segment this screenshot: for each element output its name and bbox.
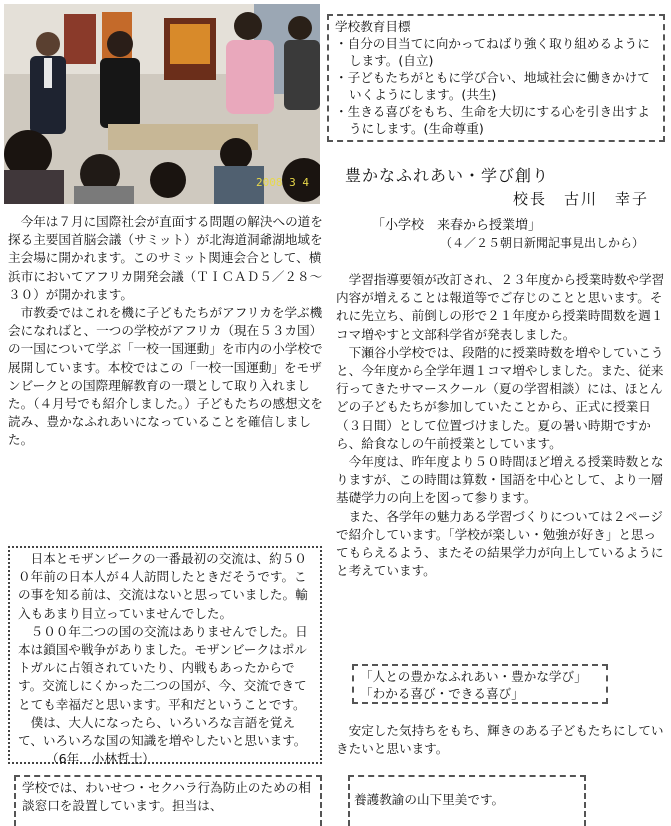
classroom-photo [4, 4, 320, 204]
closing-paragraph: 安定した気持ちをもち、輝きのある子どもたちにしていきたいと思います。 [336, 723, 664, 757]
photo-date-stamp: 2008 3 4 [256, 176, 309, 189]
right-paragraph: 学習指導要領が改訂され、２３年度から授業時数や学習内容が増えることは報道等でご存じのことと思います。それに先立ち、前倒しの形で２１年度から授業時間数を週１コマ増やすと文部科学省が発表しました。 [336, 272, 665, 342]
left-paragraph: 市教委ではこれを機に子どもたちがアフリカを学ぶ機会になればと、一つの学校がアフリカ（現在５３カ国）の一国について学ぶ「一校一国運動」を市内の小学校で展開しています。本校ではこの「一校一国運動」をモザンビークとの国際理解教育の一環として取り入れました。（４月号でも紹介しました。）子どもたちの感想文を読み、豊かなふれあいになっていることを確信しました。 [8, 305, 323, 448]
notice-text-right: 養護教諭の山下里美です。 [354, 792, 505, 807]
motto-line: 「人との豊かなふれあい・豊かな学び」 [360, 669, 587, 684]
article-quote-source: （４／２５朝日新聞記事見出しから） [440, 236, 645, 250]
right-paragraph: 今年度は、昨年度より５０時間ほど増える授業時数となりますが、この時間は算数・国語を中心として、より一層基礎学力の向上を図って参ります。 [336, 454, 664, 506]
closing-text [336, 722, 666, 758]
right-paragraph: 下瀬谷小学校では、段階的に授業時数を増やしていこうと、今年度から全学年週１コマ増やしました。また、従来行ってきたサマースクール（夏の学習相談）には、ほとんどの子どもたちが参加していたことから、正式に授業日（３日間）として位置づけました。夏の暑い時期ですから、給食なしの午前授業としています。 [336, 344, 664, 451]
school-goal-item: ・生きる喜びをもち、生命を大切にする心を引き出すようにします。(生命尊重) [335, 104, 650, 136]
left-paragraph: 今年は７月に国際社会が直面する問題の解決への道を探る主要国首脳会議（サミット）が北海道洞爺湖地域を主会場に開かれます。このサミット関連会合として、横浜市においてアフリカ開発会議（ＴＩＣＡＤ５／２８～３０）が開かれます。 [8, 214, 323, 302]
notice-box-left [14, 775, 322, 826]
motto-box [352, 664, 608, 704]
left-column-text [8, 213, 324, 450]
essay-signature: （6年 小林哲士） [46, 751, 155, 767]
motto-line: 「わかる喜び・できる喜び」 [360, 686, 524, 701]
school-goals-title: 学校教育目標 [335, 19, 411, 34]
essay-paragraph [18, 714, 316, 769]
essay-paragraph: 日本とモザンビークの一番最初の交流は、約５００年前の日本人が４人訪問したときだそうです。この事を知る前は、交流はないと思っていました。輸入もあまり目立っていませんでした。 [18, 551, 308, 621]
essay-paragraph-text: 僕は、大人になったら、いろいろな言語を覚えて、いろいろな国の知識を増やしたいと思います。 [18, 714, 307, 749]
school-goals-box [327, 14, 665, 142]
school-goal-item: ・自分の目当てに向かってねばり強く取り組めるようにします。(自立) [335, 36, 650, 68]
article-author: 校長 古川 幸子 [513, 190, 650, 208]
article-quote: 「小学校 来春から授業増」 [372, 218, 542, 233]
right-paragraph: また、各学年の魅力ある学習づくりについては２ページで紹介しています。「学校が楽しい・勉強が好き」と思ってもらえるよう、またその結果学力が向上しているようにと考えています。 [336, 508, 664, 579]
notice-text-left: 学校では、わいせつ・セクハラ行為防止のための相談窓口を設置しています。担当は、 [22, 780, 311, 813]
classroom-photo-drawing [4, 4, 320, 204]
article-headline: 豊かなふれあい・学び創り [345, 166, 550, 185]
right-column-text [336, 271, 666, 580]
essay-paragraph: ５００年二つの国の交流はありませんでした。日本は鎖国や戦争がありました。モザンビークはポルトガルに占領されていたり、内戦もあったからです。交流しにくかった二つの国が、今、交流できてとても幸福だと思います。平和だということです。 [18, 623, 308, 712]
school-goal-item: ・子どもたちがともに学び合い、地域社会に働きかけていくようにします。(共生) [335, 70, 650, 102]
student-essay-box [8, 546, 322, 767]
notice-box-right [348, 775, 586, 826]
